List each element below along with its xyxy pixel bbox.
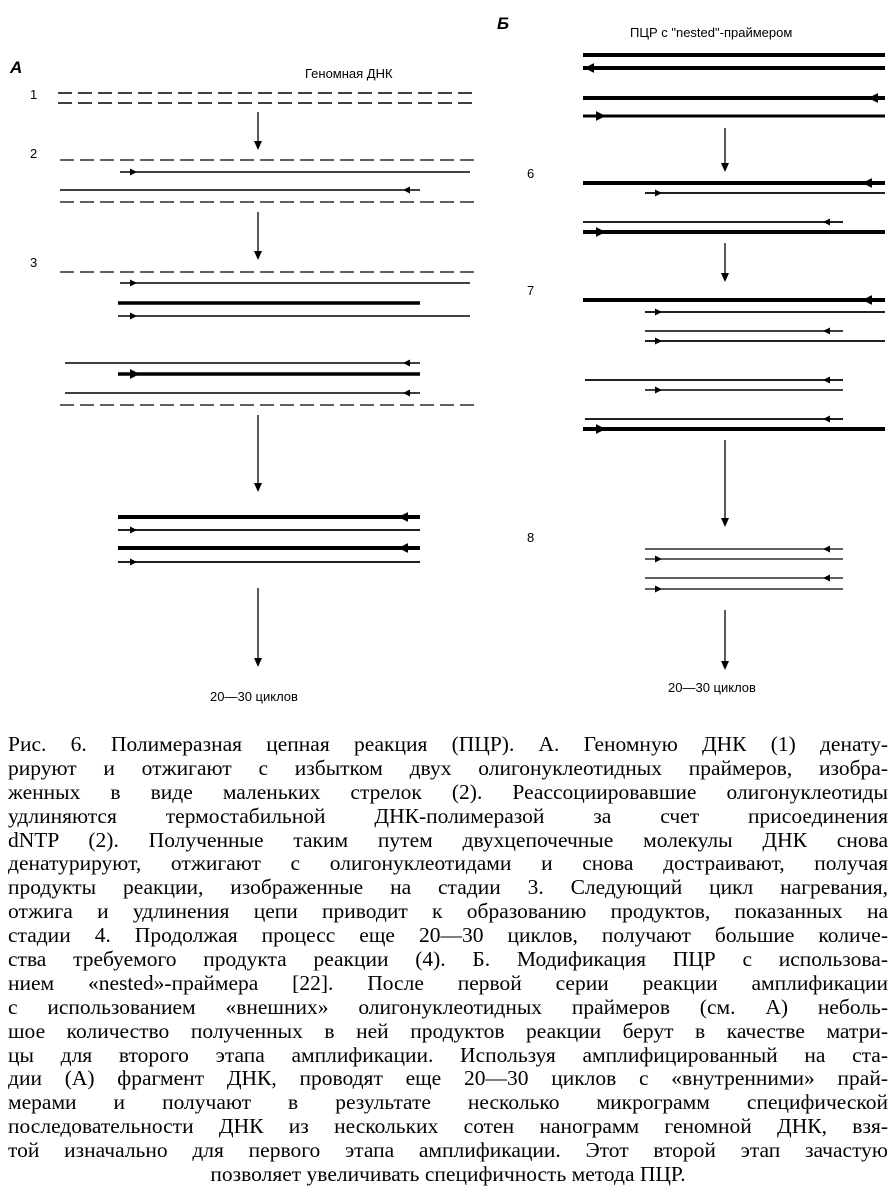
arrow-down-icon (254, 658, 262, 667)
primer-arrow-icon (403, 360, 410, 367)
stage-label-2: 2 (30, 146, 38, 161)
primer-arrow-icon (398, 512, 408, 522)
caption-line: удлиняются термостабильной ДНК-полимеразой за счет присоединения (8, 803, 888, 828)
primer-arrow-icon (130, 169, 137, 176)
stage-label-7: 7 (527, 283, 535, 298)
panel-a-label: А (10, 58, 23, 77)
arrow-down-icon (721, 273, 729, 282)
primer-arrow-icon (130, 559, 137, 566)
primer-arrow-icon (655, 556, 662, 563)
caption-line: мерами и получают в результате несколько микрограмм специфической (8, 1090, 888, 1115)
stage-label-3: 3 (30, 255, 38, 270)
primer-arrow-icon (655, 190, 662, 197)
primer-arrow-icon (823, 575, 830, 582)
caption-line: рируют и отжигают с избытком двух олигонуклеотидных праймеров, изобра- (8, 755, 888, 780)
primer-arrow-icon (655, 387, 662, 394)
arrow-down-icon (254, 141, 262, 150)
panel-b-label: Б (497, 14, 510, 33)
arrow-down-icon (721, 518, 729, 527)
cycles-label-a: 20—30 циклов (210, 689, 298, 704)
primer-arrow-icon (823, 416, 830, 423)
stage-label-1: 1 (30, 87, 38, 102)
caption-line: стадии 4. Продолжая процесс еще 20—30 циклов, получают большие количе- (8, 923, 888, 948)
primer-arrow-icon (130, 369, 140, 379)
primer-arrow-icon (868, 93, 878, 103)
primer-arrow-icon (584, 63, 594, 73)
primer-arrow-icon (823, 377, 830, 384)
figure-caption (8, 733, 888, 1187)
primer-arrow-icon (655, 309, 662, 316)
primer-arrow-icon (130, 280, 137, 287)
caption-line: нием «nested»-праймера [22]. После первой серии реакции амплификации (8, 970, 888, 995)
primer-arrow-icon (596, 227, 606, 237)
caption-line: денатурируют, отжигают с олигонуклеотидами и снова достраивают, получая (8, 851, 888, 876)
nested-pcr-title: ПЦР с "nested"-праймером (630, 25, 793, 40)
primer-arrow-icon (862, 295, 872, 305)
arrow-down-icon (721, 163, 729, 172)
primer-arrow-icon (655, 586, 662, 593)
primer-arrow-icon (823, 328, 830, 335)
caption-line: отжига и удлинения цепи приводит к образованию продуктов, показанных на (8, 899, 888, 924)
caption-line: той изначально для первого этапа амплификации. Этот второй этап зачастую (8, 1138, 888, 1163)
cycles-label-b: 20—30 циклов (668, 680, 756, 695)
arrow-down-icon (254, 483, 262, 492)
primer-arrow-icon (823, 219, 830, 226)
caption-line: позволяет увеличивать специфичность метода ПЦР. (210, 1162, 686, 1187)
caption-line: шое количество полученных в ней продуктов реакции берут в качестве матри- (8, 1018, 888, 1043)
primer-arrow-icon (596, 424, 606, 434)
caption-line: женных в виде маленьких стрелок (2). Реассоциировавшие олигонуклеотиды (8, 779, 888, 804)
primer-arrow-icon (403, 187, 410, 194)
stage-label-8: 8 (527, 530, 535, 545)
caption-line: цы для второго этапа амплификации. Используя амплифицированный на ста- (8, 1042, 888, 1067)
caption-line: последовательности ДНК из нескольких сотен нанограмм геномной ДНК, взя- (8, 1114, 888, 1139)
stage-label-6: 6 (527, 166, 535, 181)
arrow-down-icon (254, 251, 262, 260)
caption-line: dNTP (2). Полученные таким путем двухцепочечные молекулы ДНК снова (8, 827, 888, 852)
genomic-dna-label: Геномная ДНК (305, 66, 393, 81)
primer-arrow-icon (130, 313, 137, 320)
caption-line: ства требуемого продукта реакции (4). Б. Модификация ПЦР с использова- (8, 947, 888, 972)
primer-arrow-icon (596, 111, 606, 121)
primer-arrow-icon (655, 338, 662, 345)
caption-line: с использованием «внешних» олигонуклеотидных праймеров (см. А) неболь- (8, 994, 888, 1019)
primer-arrow-icon (823, 546, 830, 553)
primer-arrow-icon (403, 390, 410, 397)
caption-line: Рис. 6. Полимеразная цепная реакция (ПЦР). А. Геномную ДНК (1) денату- (8, 732, 888, 756)
primer-arrow-icon (398, 543, 408, 553)
primer-arrow-icon (130, 527, 137, 534)
caption-line: дии (А) фрагмент ДНК, проводят еще 20—30 циклов с «внутренними» прай- (8, 1066, 888, 1091)
primer-arrow-icon (862, 178, 872, 188)
caption-line: продукты реакции, изображенные на стадии 3. Следующий цикл нагревания, (8, 875, 888, 900)
arrow-down-icon (721, 661, 729, 670)
